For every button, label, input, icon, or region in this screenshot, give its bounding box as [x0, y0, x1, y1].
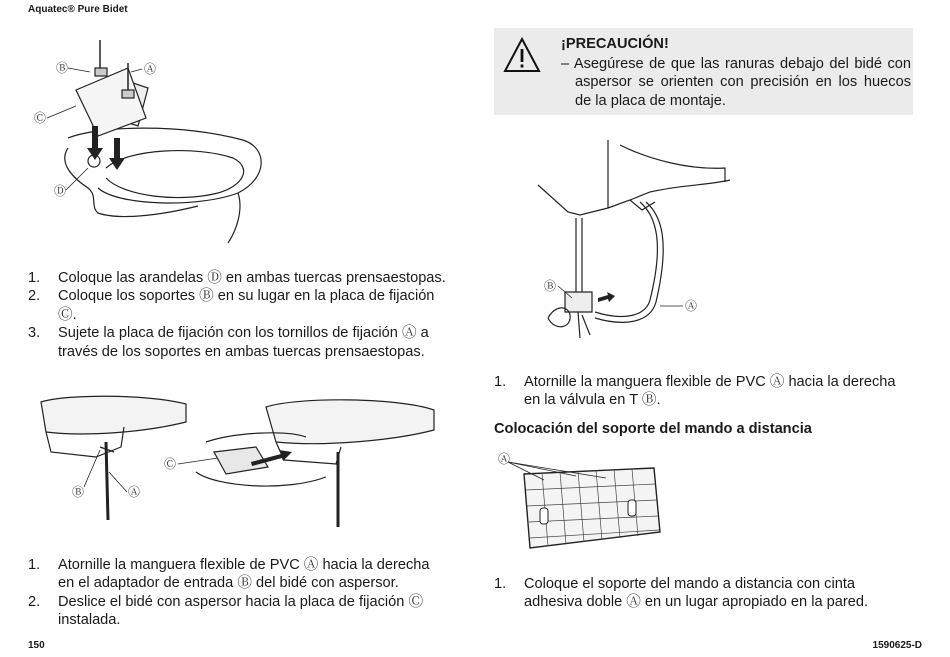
- fig1-callout-b: Ⓑ: [56, 61, 69, 75]
- list-item: 1. Atornille la manguera flexible de PVC Ⓐ hacia la derecha en la válvula en T Ⓑ.: [494, 374, 896, 409]
- fig2-callout-c: Ⓒ: [164, 457, 177, 471]
- list-item: 3. Sujete la placa de fijación con los tornillos de fijación Ⓐ a través de los soportes en ambas tuercas prensaestopas.: [28, 325, 429, 360]
- doc-code: 1590625-D: [872, 640, 922, 651]
- figure-t-valve: [520, 140, 740, 350]
- page-number: 150: [28, 640, 45, 651]
- section-title: Colocación del soporte del mando a distancia: [494, 421, 812, 437]
- steps-list-4: [494, 575, 913, 612]
- header-title: Aquatec® Pure Bidet: [28, 4, 128, 15]
- caution-text: – Asegúrese de que las ranuras debajo del bidé con aspersor se orienten con precisión en los huecos de la placa de montaje.: [561, 56, 911, 109]
- list-item: 1. Coloque el soporte del mando a distancia con cinta adhesiva doble Ⓐ en un lugar apropiado en la pared.: [494, 576, 869, 611]
- list-item: 1. Coloque las arandelas Ⓓ en ambas tuercas prensaestopas.: [28, 270, 446, 286]
- fig3-callout-b: Ⓑ: [544, 279, 557, 293]
- fig1-callout-d: Ⓓ: [54, 184, 67, 198]
- fig1-callout-a: Ⓐ: [144, 62, 157, 76]
- fig2-callout-b: Ⓑ: [72, 485, 85, 499]
- warning-icon: [502, 36, 542, 74]
- figure-bidet-slide: [36, 392, 446, 537]
- fig1-callout-c: Ⓒ: [34, 111, 47, 125]
- figure-remote-holder: [494, 450, 674, 555]
- steps-list-1: [28, 269, 447, 361]
- figure-mounting-plate: [28, 28, 288, 248]
- steps-list-3: [494, 373, 913, 410]
- fig4-callout-a: Ⓐ: [498, 452, 511, 466]
- list-item: 2. Deslice el bidé con aspersor hacia la placa de fijación Ⓒ instalada.: [28, 593, 424, 629]
- list-item: 2. Coloque los soportes Ⓑ en su lugar en la placa de fijación Ⓒ.: [28, 288, 435, 323]
- caution-title: ¡PRECAUCIÓN!: [561, 36, 669, 52]
- fig2-callout-a: Ⓐ: [128, 485, 141, 499]
- list-item: 1. Atornille la manguera flexible de PVC Ⓐ hacia la derecha en el adaptador de entrada Ⓑ del bidé con aspersor.: [28, 557, 430, 592]
- fig3-callout-a: Ⓐ: [685, 299, 698, 313]
- steps-list-2: [28, 556, 447, 630]
- caution-box: [494, 28, 913, 115]
